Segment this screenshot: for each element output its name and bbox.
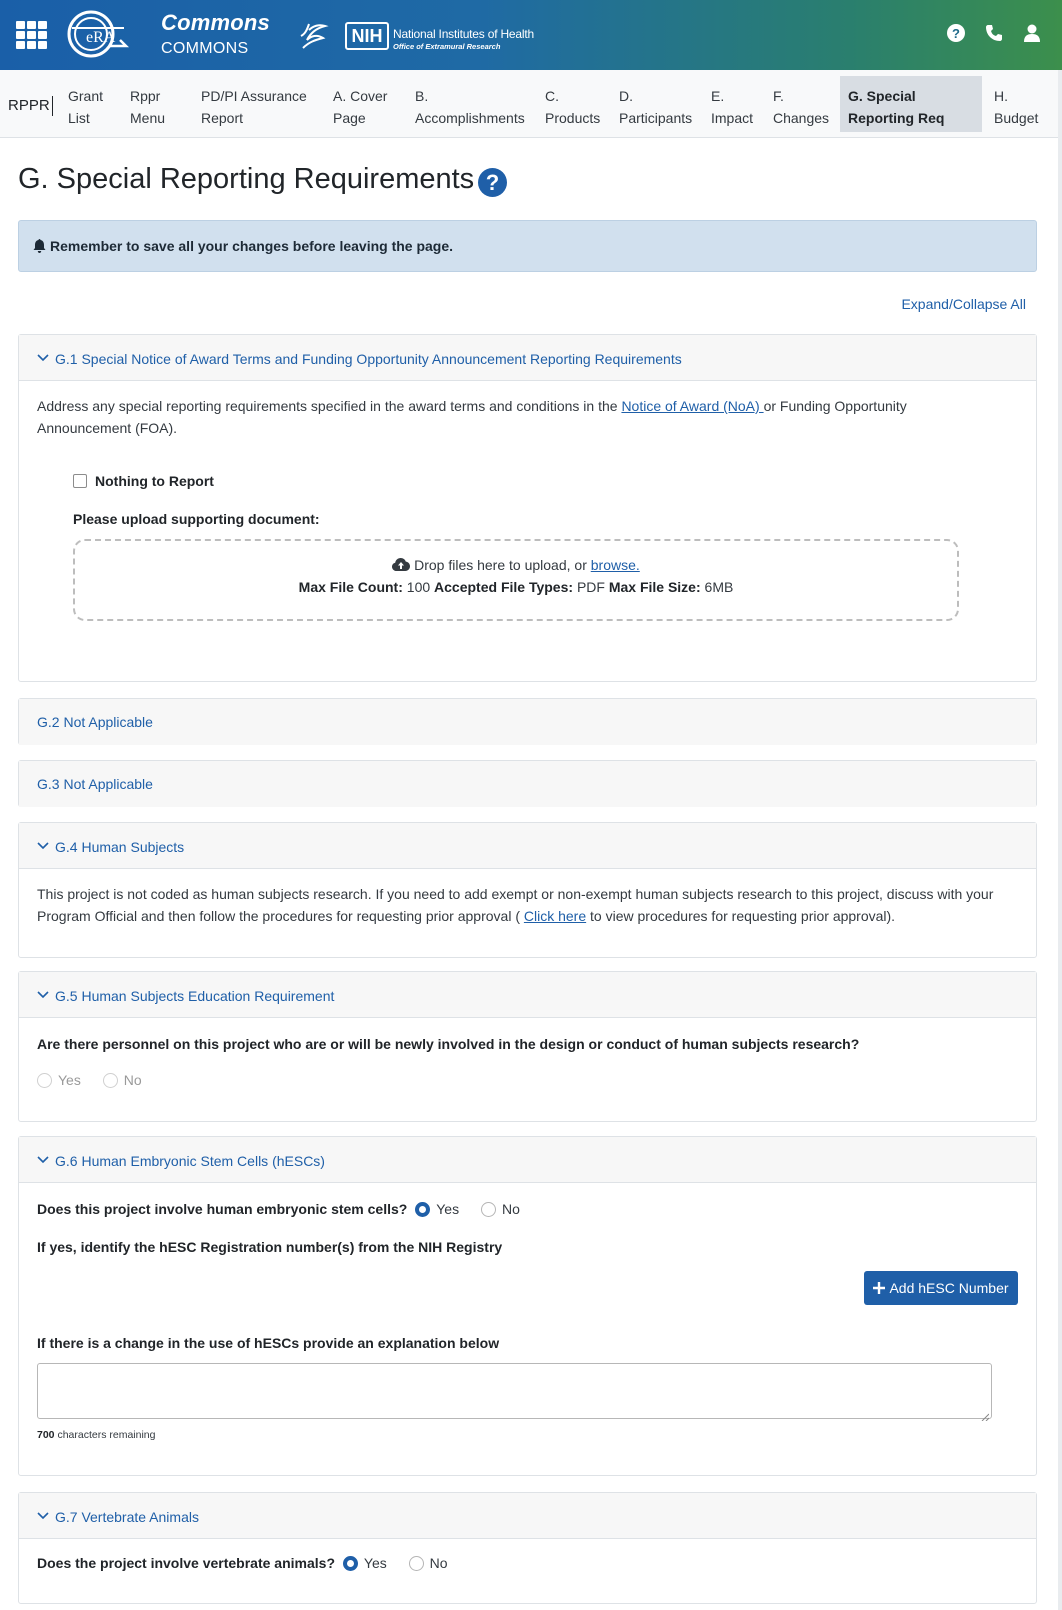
characters-remaining: 700 characters remaining: [37, 1429, 156, 1441]
g6-question-row: Does this project involve human embryonic stem cells? Yes No: [37, 1201, 520, 1217]
tab-special-reporting[interactable]: G. Special Reporting Req: [840, 76, 982, 132]
file-dropzone[interactable]: Drop files here to upload, or browse. Max File Count: 100 Accepted File Types: PDF Max File Size: 6MB: [73, 539, 959, 621]
cloud-upload-icon: [392, 557, 410, 573]
chevron-down-icon: [37, 1152, 47, 1162]
notice-of-award-link[interactable]: Notice of Award (NoA): [621, 398, 764, 414]
phone-icon[interactable]: [984, 22, 1004, 44]
section-g2: [18, 698, 1037, 745]
g5-no-radio[interactable]: [103, 1073, 118, 1088]
nav-divider: [52, 96, 53, 116]
hhs-logo: [297, 18, 329, 54]
hesc-change-label: If there is a change in the use of hESCs provide an explanation below: [37, 1335, 500, 1351]
g1-description: Address any special reporting requirements specified in the award terms and conditions in the Notice of Award (NoA) or Funding Opportunity Announcement (FOA).: [37, 398, 907, 436]
tab-budget[interactable]: H. Budget: [994, 88, 1039, 126]
browse-link[interactable]: browse.: [590, 557, 640, 573]
g6-question: Does this project involve human embryonic stem cells?: [37, 1201, 408, 1217]
g5-yes-radio[interactable]: [37, 1073, 52, 1088]
chevron-down-icon: [37, 987, 47, 997]
section-g4: [18, 822, 1037, 958]
add-hesc-number-button[interactable]: Add hESC Number: [864, 1271, 1018, 1305]
tab-accomplishments[interactable]: B. Accomplishments: [415, 88, 525, 126]
section-g1-header[interactable]: G.1 Special Notice of Award Terms and Funding Opportunity Announcement Reporting Requirements: [19, 335, 1036, 381]
svg-text:eRA: eRA: [86, 29, 116, 46]
g4-description: This project is not coded as human subjects research. If you need to add exempt or non-exempt human subjects research to this project, discuss with your Program Official and then follow the procedures for requesting prior approval ( Click here to view procedures for requesting prior approval).: [37, 886, 994, 924]
page-scrollbar[interactable]: [1058, 70, 1062, 1610]
g7-question-row: Does the project involve vertebrate animals? Yes No: [37, 1555, 448, 1571]
tab-participants[interactable]: D. Participants: [619, 88, 693, 126]
rppr-nav: [0, 70, 1062, 138]
top-header: [0, 0, 1062, 70]
section-g6: [18, 1136, 1037, 1476]
nih-badge: NIH: [345, 22, 389, 50]
click-here-link[interactable]: Click here: [523, 908, 587, 924]
tab-impact[interactable]: E. Impact: [711, 88, 754, 126]
apps-grid-icon[interactable]: [16, 21, 47, 49]
tab-products[interactable]: C. Products: [545, 88, 601, 126]
tab-cover-page[interactable]: A. Cover Page: [333, 88, 388, 126]
resize-handle-icon[interactable]: [981, 1408, 989, 1416]
chevron-down-icon: [37, 838, 47, 848]
nothing-to-report-checkbox[interactable]: Nothing to Report: [73, 473, 214, 489]
plus-icon: [873, 1280, 889, 1296]
g5-radio-group: Yes No: [37, 1072, 160, 1088]
svg-text:?: ?: [952, 26, 960, 41]
chevron-down-icon: [37, 1508, 47, 1518]
nav-root: RPPR: [8, 97, 50, 114]
help-icon[interactable]: ?: [478, 168, 507, 197]
checkbox-box[interactable]: [73, 474, 87, 488]
upload-label: Please upload supporting document:: [73, 511, 320, 527]
section-g3-header[interactable]: G.3 Not Applicable: [19, 761, 1036, 807]
section-g1: [18, 334, 1037, 682]
section-g7: [18, 1492, 1037, 1604]
page-title: G. Special Reporting Requirements: [18, 163, 475, 195]
commons-brand: [161, 10, 270, 58]
section-g3: [18, 760, 1037, 807]
section-g6-header[interactable]: G.6 Human Embryonic Stem Cells (hESCs): [19, 1137, 1036, 1183]
hesc-registry-label: If yes, identify the hESC Registration number(s) from the NIH Registry: [37, 1239, 503, 1255]
g6-yes-radio[interactable]: [415, 1202, 430, 1217]
g7-no-radio[interactable]: [409, 1556, 424, 1571]
g5-question: Are there personnel on this project who are or will be newly involved in the design or conduct of human subjects research?: [37, 1036, 860, 1052]
section-g5: [18, 971, 1037, 1122]
section-g5-header[interactable]: G.5 Human Subjects Education Requirement: [19, 972, 1036, 1018]
tab-pdpi-assurance[interactable]: PD/PI Assurance Report: [201, 88, 307, 126]
save-reminder-alert: Remember to save all your changes before leaving the page.: [18, 220, 1037, 272]
tab-rppr-menu[interactable]: Rppr Menu: [130, 88, 166, 126]
header-icons: [946, 22, 1042, 44]
help-icon[interactable]: [946, 22, 966, 44]
brand-subtitle: COMMONS: [161, 40, 249, 57]
era-logo[interactable]: [64, 8, 130, 60]
section-g4-header[interactable]: G.4 Human Subjects: [19, 823, 1036, 869]
g7-question: Does the project involve vertebrate animals?: [37, 1555, 335, 1571]
g6-no-radio[interactable]: [481, 1202, 496, 1217]
user-icon[interactable]: [1022, 22, 1042, 44]
g7-yes-radio[interactable]: [343, 1556, 358, 1571]
section-g2-header[interactable]: G.2 Not Applicable: [19, 699, 1036, 745]
chevron-down-icon: [37, 350, 47, 360]
hesc-explanation-textarea[interactable]: [37, 1363, 992, 1419]
section-g7-header[interactable]: G.7 Vertebrate Animals: [19, 1493, 1036, 1539]
bell-icon: [33, 239, 46, 256]
expand-collapse-all-link[interactable]: Expand/Collapse All: [901, 296, 1026, 312]
brand-title: Commons: [161, 10, 270, 35]
tab-grant-list[interactable]: Grant List: [68, 88, 104, 126]
nih-name: National Institutes of Health Office of Extramural Research: [393, 27, 534, 51]
tab-changes[interactable]: F. Changes: [773, 88, 830, 126]
